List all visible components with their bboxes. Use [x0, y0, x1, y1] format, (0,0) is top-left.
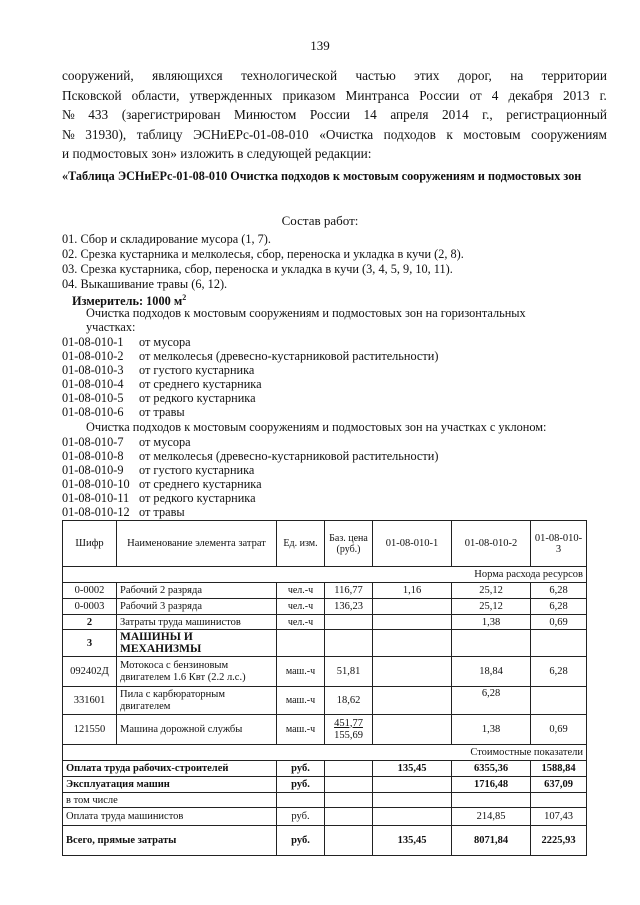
intro-line: [62, 66, 607, 86]
row-col3: 107,43: [531, 808, 587, 826]
intro-word: России: [309, 107, 350, 122]
code-name: от мелколесья (древесно-кустарниковой растительности): [139, 449, 439, 463]
intro-word: ЭСНиЕРс-01-08-010: [193, 126, 309, 142]
intro-word: г.: [599, 87, 607, 103]
code-line: [62, 363, 255, 378]
row-col2: 6,28: [452, 687, 531, 715]
code-name: от травы: [139, 405, 185, 419]
row-price: [325, 615, 373, 630]
intro-word: утвержденных: [189, 87, 273, 103]
incl-label: в том числе: [63, 793, 277, 808]
intro-word: сооружениям: [531, 126, 607, 142]
code-line: [62, 405, 185, 420]
intro-word: №: [62, 107, 75, 122]
row-col2: 214,85: [452, 808, 531, 826]
row-unit: руб.: [277, 777, 325, 793]
intro-word: России: [419, 87, 460, 103]
intro-word: г.,: [482, 107, 493, 122]
intro-word: территории: [541, 68, 607, 83]
group2-title: Очистка подходов к мостовым сооружениям и подмостовых зон на участках с уклоном:: [86, 420, 547, 434]
norm-label: Норма расхода ресурсов: [452, 567, 587, 583]
work-item: 03. Срезка кустарника, сбор, переноска и укладка в кучи (3, 4, 5, 9, 10, 11).: [62, 262, 453, 276]
table-row: [63, 715, 587, 745]
code-line: [62, 505, 185, 520]
code: 01-08-010-10: [62, 477, 130, 491]
row-col2: 6355,36: [452, 761, 531, 777]
intro-word: №: [62, 126, 75, 142]
intro-word: технологической: [241, 68, 338, 83]
row-name: Рабочий 3 разряда: [117, 599, 277, 615]
row-unit: руб.: [277, 826, 325, 856]
measure-label: Измеритель: 1000 м: [72, 294, 183, 309]
intro-word: 2014: [442, 107, 469, 122]
header-unit: Ед. изм.: [277, 521, 325, 567]
table-row: [63, 599, 587, 615]
code-name: от редкого кустарника: [139, 391, 256, 405]
row-code: 2: [63, 615, 117, 630]
row-col1: 135,45: [373, 826, 452, 856]
code: 01-08-010-1: [62, 335, 124, 349]
row-name: Пила с карбюраторным двигателем: [117, 687, 277, 715]
intro-line: [62, 105, 607, 125]
row-col3: 6,28: [531, 599, 587, 615]
intro-word: Минтранса: [345, 87, 410, 103]
row-unit: чел.-ч: [277, 615, 325, 630]
intro-word: 31930),: [85, 126, 127, 142]
row-col3: [531, 687, 587, 715]
row-name: Затраты труда машинистов: [117, 615, 277, 630]
table-row: [63, 687, 587, 715]
row-unit: руб.: [277, 808, 325, 826]
intro-word: таблицу: [136, 126, 183, 142]
row-col2: 18,84: [452, 657, 531, 687]
code: 01-08-010-7: [62, 435, 124, 449]
composition-title: Состав работ:: [281, 213, 359, 228]
intro-word: декабря: [508, 87, 553, 103]
intro-word: регистрационный: [506, 107, 607, 122]
row-col1: 1,16: [373, 583, 452, 599]
row-code: 121550: [63, 715, 117, 745]
intro-word: области,: [131, 87, 180, 103]
header-name: Наименование элемента затрат: [117, 521, 277, 567]
intro-word: к: [446, 126, 453, 142]
row-col1: [373, 615, 452, 630]
row-col1: [373, 657, 452, 687]
row-col1: [373, 777, 452, 793]
intro-word: дорог,: [457, 68, 492, 83]
row-col3: 6,28: [531, 583, 587, 599]
table-title: «Таблица ЭСНиЕРс-01-08-010 Очистка подходов к мостовым сооружениям и подмостовых зон: [62, 169, 582, 183]
intro-word: 2013: [562, 87, 590, 103]
code-line: [62, 449, 439, 464]
row-col3: 0,69: [531, 715, 587, 745]
code: 01-08-010-6: [62, 405, 124, 419]
code-line: [62, 335, 191, 350]
intro-word: мостовым: [463, 126, 521, 142]
row-name: Оплата труда машинистов: [63, 808, 277, 826]
intro-line: [62, 86, 607, 106]
intro-word: 433: [88, 107, 109, 122]
code: 01-08-010-12: [62, 505, 130, 519]
intro-word: (зарегистрирован: [121, 107, 221, 122]
row-col1: [373, 687, 452, 715]
row-unit: маш.-ч: [277, 657, 325, 687]
intro-word: частью: [355, 68, 396, 83]
row-col2: 1,38: [452, 615, 531, 630]
section-row: [63, 630, 587, 657]
row-col3: 6,28: [531, 657, 587, 687]
row-col2: 1,38: [452, 715, 531, 745]
code-name: от мелколесья (древесно-кустарниковой растительности): [139, 349, 439, 363]
table-row: [63, 657, 587, 687]
row-unit: маш.-ч: [277, 715, 325, 745]
row-price: 116,77: [325, 583, 373, 599]
code-line: [62, 463, 255, 478]
code-name: от травы: [139, 505, 185, 519]
row-col3: 2225,93: [531, 826, 587, 856]
row-col3: 637,09: [531, 777, 587, 793]
code-line: [62, 391, 256, 406]
row-col2: 1716,48: [452, 777, 531, 793]
intro-word: 4: [491, 87, 499, 103]
group1-title: Очистка подходов к мостовым сооружениям и подмостовых зон на горизонтальных: [86, 306, 526, 320]
code-line: [62, 477, 262, 492]
code-name: от редкого кустарника: [139, 491, 256, 505]
code-name: от густого кустарника: [139, 463, 255, 477]
code-line: [62, 491, 256, 506]
group1-title-cont: участках:: [86, 320, 136, 334]
header-code: Шифр: [63, 521, 117, 567]
row-unit: чел.-ч: [277, 583, 325, 599]
code-name: от густого кустарника: [139, 363, 255, 377]
row-name: Оплата труда рабочих-строителей: [63, 761, 277, 777]
intro-word: и подмостовых зон» изложить в следующей редакции:: [62, 146, 372, 161]
row-col2: 25,12: [452, 583, 531, 599]
intro-word: являющихся: [152, 68, 223, 83]
intro-word: этих: [414, 68, 440, 83]
table-header-row: [63, 521, 587, 567]
code-name: от среднего кустарника: [139, 377, 262, 391]
row-col2: 8071,84: [452, 826, 531, 856]
measure-sup: 2: [182, 293, 187, 302]
row-col2: 25,12: [452, 599, 531, 615]
row-unit: маш.-ч: [277, 687, 325, 715]
code-name: от среднего кустарника: [139, 477, 262, 491]
work-item: 01. Сбор и складирование мусора (1, 7).: [62, 232, 271, 246]
intro-word: сооружений,: [62, 68, 134, 83]
row-col1: [373, 808, 452, 826]
intro-line: [62, 144, 607, 164]
intro-word: «Очистка: [319, 126, 374, 142]
grand-total-row: [63, 826, 587, 856]
intro-word: подходов: [383, 126, 436, 142]
price-new: 155,69: [334, 729, 363, 741]
row-col1: [373, 599, 452, 615]
header-col3: 01-08-010-3: [531, 521, 587, 567]
row-name: Мотокоса с бензиновым двигателем 1.6 Квт (2.2 л.с.): [117, 657, 277, 687]
row-name: Рабочий 2 разряда: [117, 583, 277, 599]
code: 01-08-010-3: [62, 363, 124, 377]
cost-label-row: [63, 745, 587, 761]
code: 01-08-010-2: [62, 349, 124, 363]
row-code: 3: [63, 630, 117, 657]
incl-row: [63, 793, 587, 808]
row-price: 136,23: [325, 599, 373, 615]
total-row: [63, 777, 587, 793]
row-col1: [373, 715, 452, 745]
intro-word: на: [510, 68, 524, 83]
header-col2: 01-08-010-2: [452, 521, 531, 567]
code-name: от мусора: [139, 435, 191, 449]
row-code: 0-0003: [63, 599, 117, 615]
row-code: 0-0002: [63, 583, 117, 599]
row-name: МАШИНЫ И МЕХАНИЗМЫ: [117, 630, 277, 657]
row-unit: руб.: [277, 761, 325, 777]
code: 01-08-010-8: [62, 449, 124, 463]
intro-word: 14: [363, 107, 377, 122]
code-line: [62, 349, 439, 364]
code: 01-08-010-9: [62, 463, 124, 477]
price-old: 451,77: [334, 717, 363, 729]
table-row: [63, 615, 587, 630]
cost-label: Стоимостные показатели: [452, 745, 587, 761]
row-code: 092402Д: [63, 657, 117, 687]
intro-word: от: [469, 87, 482, 103]
row-name: Эксплуатация машин: [63, 777, 277, 793]
intro-word: Минюстом: [234, 107, 297, 122]
row-code: 331601: [63, 687, 117, 715]
row-unit: чел.-ч: [277, 599, 325, 615]
intro-word: приказом: [282, 87, 336, 103]
row-price: [325, 715, 373, 745]
code-name: от мусора: [139, 335, 191, 349]
header-price: Баз. цена (руб.): [325, 521, 373, 567]
total-row: [63, 761, 587, 777]
work-item: 02. Срезка кустарника и мелколесья, сбор, переноска и укладка в кучи (2, 8).: [62, 247, 464, 261]
intro-word: апреля: [390, 107, 429, 122]
intro-line: [62, 125, 607, 145]
header-col1: 01-08-010-1: [373, 521, 452, 567]
row-col1: 135,45: [373, 761, 452, 777]
resource-table: [62, 520, 587, 856]
code: 01-08-010-5: [62, 391, 124, 405]
code-line: [62, 435, 191, 450]
code: 01-08-010-4: [62, 377, 124, 391]
row-col3: 1588,84: [531, 761, 587, 777]
intro-word: Псковской: [62, 87, 122, 103]
page-number: 139: [310, 38, 330, 53]
code-line: [62, 377, 262, 392]
work-item: 04. Выкашивание травы (6, 12).: [62, 277, 228, 291]
norm-label-row: [63, 567, 587, 583]
row-price: 51,81: [325, 657, 373, 687]
total-row: [63, 808, 587, 826]
intro-paragraph: [62, 66, 607, 164]
row-name: Всего, прямые затраты: [63, 826, 277, 856]
row-name: Машина дорожной службы: [117, 715, 277, 745]
row-col3: 0,69: [531, 615, 587, 630]
row-price: 18,62: [325, 687, 373, 715]
code: 01-08-010-11: [62, 491, 130, 505]
table-row: [63, 583, 587, 599]
